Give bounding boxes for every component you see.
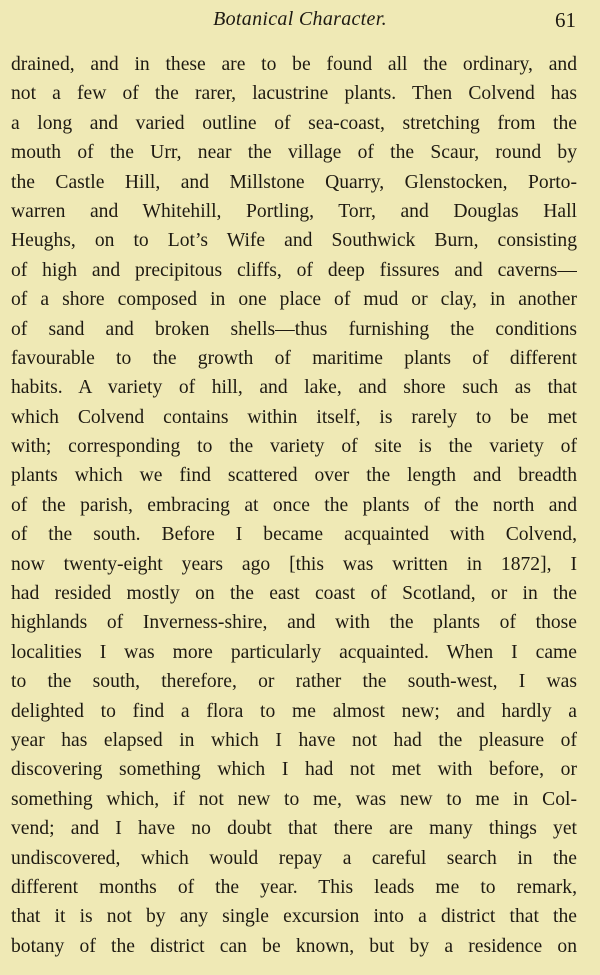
text-line: plants which we find scattered over the length and breadth: [11, 465, 577, 487]
page-number: 61: [555, 8, 576, 32]
text-line: which Colvend contains within itself, is rarely to be met: [11, 406, 577, 428]
running-head-title: Botanical Character.: [213, 8, 387, 30]
text-line: Heughs, on to Lot’s Wife and Southwick Burn, consisting: [11, 230, 577, 252]
text-line: of the parish, embracing at once the plants of the north and: [11, 494, 577, 516]
text-line: had resided mostly on the east coast of Scotland, or in the: [11, 583, 577, 605]
text-line: with; corresponding to the variety of site is the variety of: [11, 436, 577, 458]
text-line: now twenty-eight years ago [this was written in 1872], I: [11, 553, 577, 575]
text-line: of sand and broken shells—thus furnishing the conditions: [11, 318, 577, 340]
text-line: mouth of the Urr, near the village of the Scaur, round by: [11, 142, 577, 164]
text-line: of the south. Before I became acquainted with Colvend,: [11, 524, 577, 546]
text-line: localities I was more particularly acquainted. When I came: [11, 641, 577, 663]
text-line: year has elapsed in which I have not had the pleasure of: [11, 729, 577, 751]
text-line: discovering something which I had not met with before, or: [11, 759, 577, 781]
text-line: that it is not by any single excursion into a district that the: [11, 906, 577, 928]
text-line: something which, if not new to me, was new to me in Col-: [11, 788, 577, 810]
text-line: highlands of Inverness-shire, and with the plants of those: [11, 612, 577, 634]
text-line: to the south, therefore, or rather the south-west, I was: [11, 671, 577, 693]
text-line: of a shore composed in one place of mud or clay, in another: [11, 289, 577, 311]
text-line: different months of the year. This leads me to remark,: [11, 876, 577, 898]
text-line: warren and Whitehill, Portling, Torr, and Douglas Hall: [11, 200, 577, 222]
body-text: [11, 50, 577, 961]
running-head: [0, 6, 600, 40]
text-line: drained, and in these are to be found all the ordinary, and: [11, 54, 577, 75]
text-line: delighted to find a flora to me almost new; and hardly a: [11, 700, 577, 722]
text-line: of high and precipitous cliffs, of deep fissures and caverns—: [11, 259, 577, 281]
text-line: habits. A variety of hill, and lake, and shore such as that: [11, 377, 577, 399]
text-line: the Castle Hill, and Millstone Quarry, Glenstocken, Porto-: [11, 171, 577, 193]
text-line: undiscovered, which would repay a careful search in the: [11, 847, 577, 869]
text-line: a long and varied outline of sea-coast, stretching from the: [11, 112, 577, 134]
text-line: vend; and I have no doubt that there are many things yet: [11, 818, 577, 840]
text-line: not a few of the rarer, lacustrine plants. Then Colvend has: [11, 83, 577, 105]
text-line: botany of the district can be known, but by a residence on: [11, 935, 577, 957]
text-line: favourable to the growth of maritime plants of different: [11, 347, 577, 369]
